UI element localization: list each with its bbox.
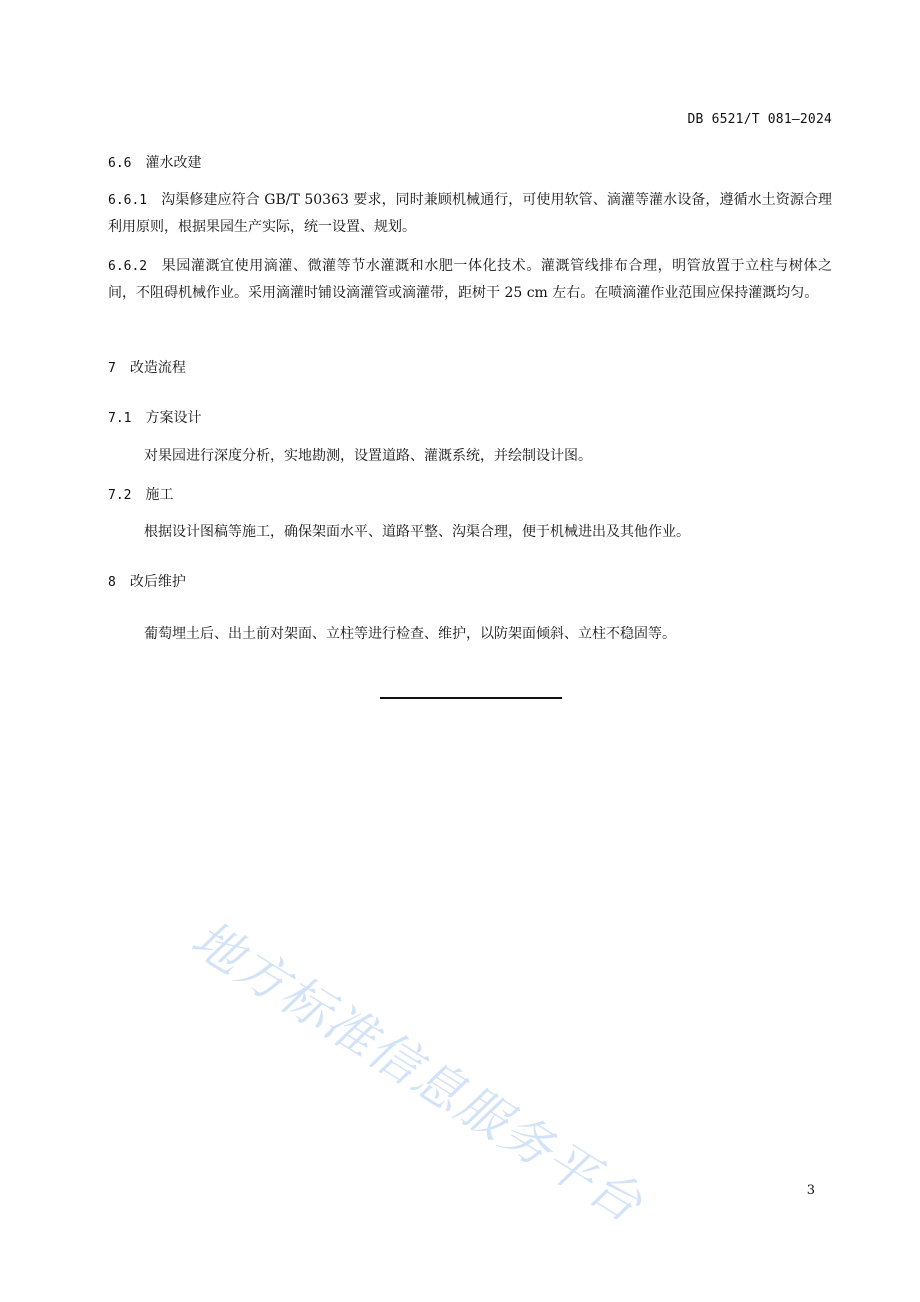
section-number: 7.2 [108,488,132,503]
section-number: 6.6 [108,156,132,171]
end-rule [380,697,562,699]
section-title: 改后维护 [129,574,186,590]
section-heading-6-6 [108,152,201,172]
section-number: 7 [108,361,116,376]
section-title: 方案设计 [145,410,202,426]
standard-code: DB 6521/T 081—2024 [687,112,832,127]
clause-6-6-2 [108,253,832,306]
clause-text: 沟渠修建应符合 GB/T 50363 要求，同时兼顾机械通行，可使用软管、滴灌等灌水设备，遵循水土资源合理利用原则，根据果园生产实际，统一设置、规划。 [108,192,832,235]
section-title: 灌水改建 [145,155,202,171]
clause-number: 6.6.1 [108,193,148,208]
clause-number: 6.6.2 [108,259,148,274]
section-8-text: 葡萄埋土后、出土前对架面、立柱等进行检查、维护，以防架面倾斜、立柱不稳固等。 [144,626,676,642]
section-heading-7 [108,357,186,377]
section-7-2-text: 根据设计图稿等施工，确保架面水平、道路平整、沟渠合理，便于机械进出及其他作业。 [144,524,690,540]
section-heading-7-2 [108,484,173,504]
section-7-1-text: 对果园进行深度分析，实地勘测，设置道路、灌溉系统，并绘制设计图。 [144,448,592,464]
section-heading-7-1 [108,407,201,427]
clause-text: 果园灌溉宜使用滴灌、微灌等节水灌溉和水肥一体化技术。灌溉管线排布合理，明管放置于立柱与树体之间，不阻碍机械作业。采用滴灌时铺设滴灌管或滴灌带，距树干 25 cm 左右。在喷滴灌作业范围应保持灌溉均匀。 [108,258,832,301]
section-title: 施工 [145,487,174,503]
section-heading-8 [108,571,186,591]
section-number: 7.1 [108,411,132,426]
clause-6-6-1 [108,187,832,240]
watermark: 地方标准信息服务平台 [181,909,654,1235]
page-number: 3 [806,1183,815,1198]
section-title: 改造流程 [129,360,186,376]
section-number: 8 [108,575,116,590]
